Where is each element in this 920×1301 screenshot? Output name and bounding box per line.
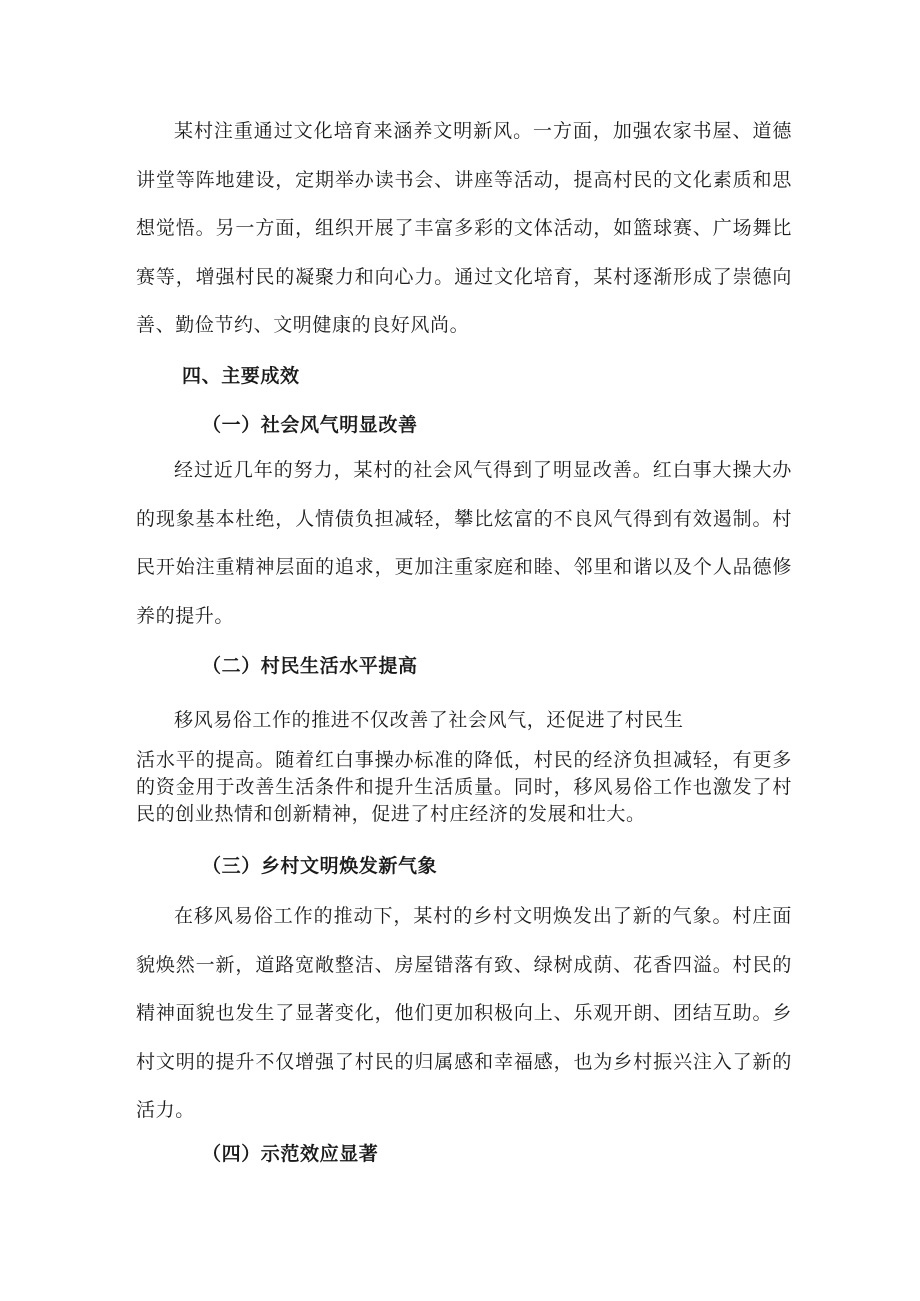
- paragraph-culture: 某村注重通过文化培育来涵养文明新风。一方面，加强农家书屋、道德讲堂等阵地建设，定期举办读书会、讲座等活动，提高村民的文化素质和思想觉悟。另一方面，组织开展了丰富多彩的文体活动，如篮球赛、广场舞比赛等，增强村民的凝聚力和向心力。通过文化培育，某村逐渐形成了崇德向善、勤俭节约、文明健康的良好风尚。: [136, 120, 792, 337]
- subheading-rural-civilization: （三）乡村文明焕发新气象: [202, 855, 438, 877]
- section-heading-main-results: 四、主要成效: [182, 365, 300, 387]
- paragraph-rural-civilization: 在移风易俗工作的推动下，某村的乡村文明焕发出了新的气象。村庄面貌焕然一新，道路宽敞整洁、房屋错落有致、绿树成荫、花香四溢。村民的精神面貌也发生了显著变化，他们更加积极向上、乐观开朗、团结互助。乡村文明的提升不仅增强了村民的归属感和幸福感，也为乡村振兴注入了新的活力。: [136, 905, 792, 1122]
- paragraph-living-standard-first-line: 移风易俗工作的推进不仅改善了社会风气，还促进了村民生: [174, 709, 684, 731]
- subheading-living-standard: （二）村民生活水平提高: [202, 655, 418, 677]
- paragraph-social-atmosphere: 经过近几年的努力，某村的社会风气得到了明显改善。红白事大操大办的现象基本杜绝，人情债负担减轻，攀比炫富的不良风气得到有效遏制。村民开始注重精神层面的追求，更加注重家庭和睦、邻里和谐以及个人品德修养的提升。: [136, 459, 792, 627]
- subheading-social-atmosphere: （一）社会风气明显改善: [202, 414, 418, 436]
- paragraph-living-standard: 活水平的提高。随着红白事操办标准的降低，村民的经济负担减轻，有更多的资金用于改善生活条件和提升生活质量。同时，移风易俗工作也激发了村民的创业热情和创新精神，促进了村庄经济的发展和壮大。: [136, 749, 792, 825]
- subheading-demonstration-effect: （四）示范效应显著: [202, 1143, 379, 1165]
